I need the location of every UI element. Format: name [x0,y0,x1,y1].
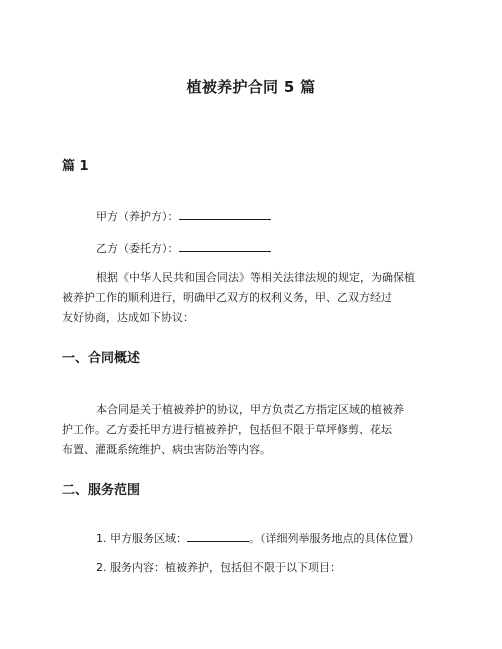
scope-item-1-suffix: 。（详细列举服务地点的具体位置） [249,532,420,545]
preamble-line: 根据《中华人民共和国合同法》等相关法律法规的规定，为确保植 [96,271,415,284]
overview-line: 护工作。乙方委托甲方进行植被养护，包括但不限于草坪修剪、花坛 [62,423,392,436]
scope-item-2 [62,558,440,578]
party-a-line [62,207,440,227]
party-b-blank [179,240,271,252]
overview-line: 布置、灌溉系统维护、病虫害防治等内容。 [62,443,271,456]
preamble-line: 被养护工作的顺利进行，明确甲乙双方的权利义务，甲、乙双方经过 [62,291,392,304]
overview-paragraph [62,400,440,460]
scope-item-1-prefix: 1. 甲方服务区域： [96,532,187,545]
section-heading-scope: 二、服务范围 [62,483,141,498]
party-a-blank [179,208,271,220]
service-area-blank [187,530,249,542]
part-heading: 篇 1 [62,159,89,174]
party-a-label: 甲方（养护方）： [96,210,179,223]
scope-item-2-text: 2. 服务内容：植被养护，包括但不限于以下项目： [96,561,341,574]
document-title: 植被养护合同 5 篇 [186,78,316,96]
overview-line: 本合同是关于植被养护的协议，甲方负责乙方指定区域的植被养 [96,403,404,416]
preamble-paragraph [62,268,440,328]
section-heading-overview: 一、合同概述 [62,351,141,366]
preamble-line: 友好协商，达成如下协议： [62,311,194,324]
party-b-line [62,239,440,259]
scope-item-1 [62,529,440,549]
party-b-label: 乙方（委托方）： [96,242,179,255]
